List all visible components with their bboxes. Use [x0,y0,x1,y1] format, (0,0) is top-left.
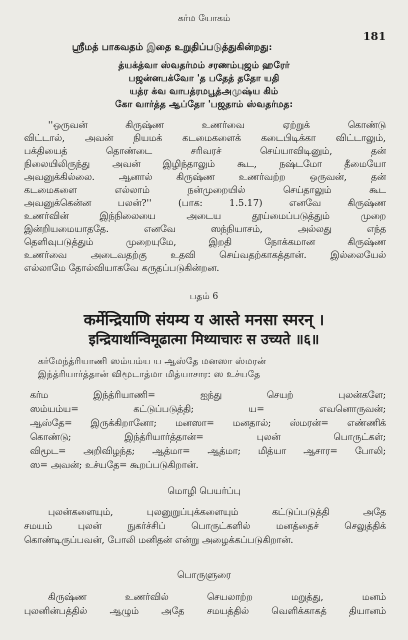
word-gloss-line: விமூட= அறிவிழந்த; ஆத்மா= ஆத்மா; மித்யா ஆசார= போலி; [30,446,386,457]
paragraph-line: அவனுக்கில்லை. ஆனால் கிருஷ்ண உணர்வற்ற ஒருவன், தன் [24,172,386,183]
word-gloss-line: கொண்டு; இந்த்ரியார்த்தான்= புலன் பொருட்கள்; [30,432,386,443]
section-label: பதம் 6 [189,292,219,302]
paragraph-line: தெளிவுபடுத்தும் முறையுமே, இறதி நோக்கமான கிருஷ்ண [24,237,386,248]
paragraph-line: விட்டால், அவன் நியமக் கடமைகளைக் கடைபிடிக்கா விட்டாலும், [24,133,386,144]
translation-line: கொண்டிருப்பவன், போலி மனிதன் என்று அழைக்கப்படுகிறான். [24,535,294,546]
paragraph-line: உணர்வின் இந்நிலையை அடைய தூய்மைப்படுத்தும் முறை [24,211,386,222]
transliteration-line: இந்த்ரியார்த்தான் விமூடாத்மா மித்யாசார: ஸ உச்யதே [38,369,261,380]
purport-line: கிருஷ்ண உணர்வில் செயலாற்ற மறுத்து, மனம் [48,592,386,603]
verse-line: பஜன்னபக்வோ 'த பதேத் ததோ யதி [128,73,280,84]
verse-line: த்யக்த்வா ஸ்வதர்மம் சரணம்புஜம் ஹரேர் [118,60,290,71]
paragraph-line: இன்றியமையாததே. எனவே ஸந்நியாசம், அல்லது எந்த [24,224,386,235]
paragraph-line: நிலையிலிருந்து அவன் இழிந்தாலும் கூட, நஷ்டமோ தீமையோ [24,159,386,170]
sanskrit-verse-line: कर्मेन्द्रियाणि संयम्य य आस्ते मनसा स्मरन् । [83,311,325,329]
translation-heading: மொழி பெயர்ப்பு [167,486,241,497]
sanskrit-verse-line: इन्द्रियार्थान्विमूढात्मा मिथ्याचारः स उच्यते ॥६॥ [88,332,320,348]
paragraph-line: அவனுக்கென்ன பலன்?'' (பாக: 1.5.17) எனவே கிருஷ்ண [24,198,386,209]
page-number: 181 [363,30,386,43]
verse-line: யத்ர க்வ வாபத்ரமபூத்அமுஷ்ய கிம் [129,86,279,97]
word-gloss-line: ஸம்யம்ய= கட்டுப்படுத்தி; ய= எவனொருவன்; [30,404,386,415]
word-gloss-line: கர்ம இந்த்ரியாணி= ஐந்து செயற் புலன்களே; [30,390,386,401]
paragraph-line: ''ஒருவன் கிருஷ்ண உணர்வை ஏற்றுக் கொண்டு [48,120,386,131]
word-gloss-line: ஆஸ்தே= இருக்கிறானோ; மனஸா= மனதால்; ஸ்மரன்= எண்ணிக் [30,418,386,429]
translation-line: புலன்களையும், புலனுறுப்புக்களையும் கட்டுப்படுத்தி அதே [48,507,386,518]
purport-line: புலனின்பத்தில் ஆழும் அதே சமயத்தில் வெளிக்காகத் தியானம் [24,606,386,617]
translation-line: சமயம் புலன் நுகர்ச்சிப் பொருட்களில் மனத்தைச் செலுத்திக் [24,521,386,532]
purport-heading: பொருளுரை [177,570,231,581]
verse-line: கோ வார்த்த ஆப்தோ 'பஜதாம் ஸ்வதர்மத: [115,99,293,110]
transliteration-line: கர்மேந்த்ரியாணி ஸம்யம்ய ய ஆஸ்தே மனஸா ஸ்மரன் [38,356,267,367]
paragraph-line: உணர்வை அடைவதற்கு உதவி செய்வதற்காகத்தான். இல்லையேல் [24,250,386,261]
word-gloss-line: ஸ= அவன்; உச்யதே= கூறப்படுகிறான். [30,460,199,471]
paragraph-line: பக்தியைத் தொண்டை சரிவரச் செய்யாவிடினும், தன் [24,146,386,157]
running-header: கர்ம யோகம் [177,14,231,24]
intro-line: ஸ்ரீமத் பாகவதம் இதை உறுதிப்படுத்துகின்றது: [72,42,273,53]
paragraph-line: கடமைகளை எல்லாம் நன்முறையில் செய்தாலும் கூட [24,185,386,196]
paragraph-line: எல்லாமே தோல்வியாகவே கருதப்படுகின்றன. [24,263,220,274]
